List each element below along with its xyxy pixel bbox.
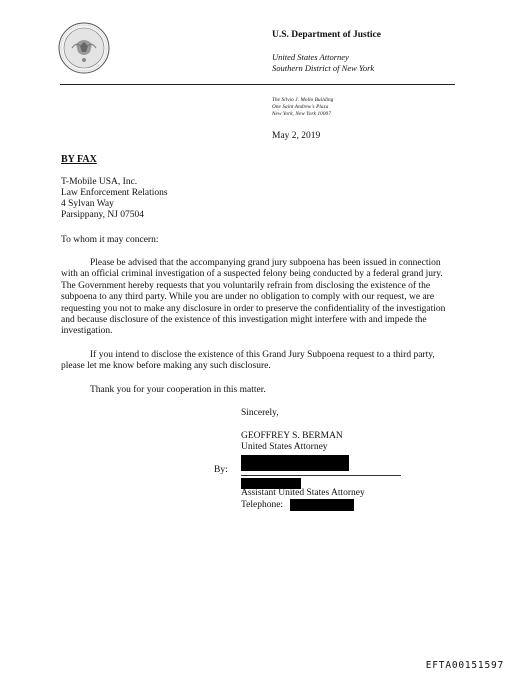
body-paragraph-2: If you intend to disclose the existence of this Grand Jury Subpoena request to a third party, please let me know before making any such disclosure. bbox=[61, 350, 435, 372]
redaction-block bbox=[290, 499, 354, 511]
recipient-line-4: Parsippany, NJ 07504 bbox=[61, 210, 145, 220]
telephone-label: Telephone: bbox=[241, 500, 284, 510]
delivery-method: BY FAX bbox=[61, 154, 97, 165]
signatory-title: United States Attorney bbox=[241, 442, 328, 452]
address-line-3: New York, New York 10007 bbox=[272, 111, 331, 117]
body-paragraph-1: Please be advised that the accompanying grand jury subpoena has been issued in connection with an official criminal investigation of a suspected felony being conducted by a federal grand jury. The Government hereby requests that you voluntarily refrain from disclosing the existence of the subpoena to any third party. While you are under no obligation to comply with our request, we are requesting you not to make any disclosure in order to preserve the confidentiality of the investigation and because disclosure of the existence of this investigation might interfere with and impede the investigation. bbox=[61, 258, 446, 337]
assistant-title: Assistant United States Attorney bbox=[241, 488, 365, 498]
redaction-block bbox=[241, 455, 349, 471]
by-label: By: bbox=[214, 465, 228, 475]
recipient-line-1: T-Mobile USA, Inc. bbox=[61, 177, 138, 187]
bates-number: EFTA00151597 bbox=[425, 660, 504, 671]
recipient-line-3: 4 Sylvan Way bbox=[61, 199, 114, 209]
doj-seal-icon bbox=[58, 22, 110, 74]
office-line-1: United States Attorney bbox=[272, 52, 349, 62]
salutation: To whom it may concern: bbox=[61, 235, 159, 245]
closing-sincerely: Sincerely, bbox=[241, 408, 279, 418]
department-name: U.S. Department of Justice bbox=[272, 30, 381, 40]
signatory-name: GEOFFREY S. BERMAN bbox=[241, 431, 343, 441]
letterhead-divider bbox=[60, 84, 455, 85]
office-line-2: Southern District of New York bbox=[272, 63, 375, 73]
address-line-2: One Saint Andrew's Plaza bbox=[272, 104, 329, 110]
recipient-line-2: Law Enforcement Relations bbox=[61, 188, 168, 198]
signature-line bbox=[241, 475, 401, 476]
letter-date: May 2, 2019 bbox=[272, 131, 321, 141]
address-line-1: The Silvio J. Mollo Building bbox=[272, 97, 334, 103]
body-paragraph-3: Thank you for your cooperation in this matter. bbox=[90, 385, 266, 395]
